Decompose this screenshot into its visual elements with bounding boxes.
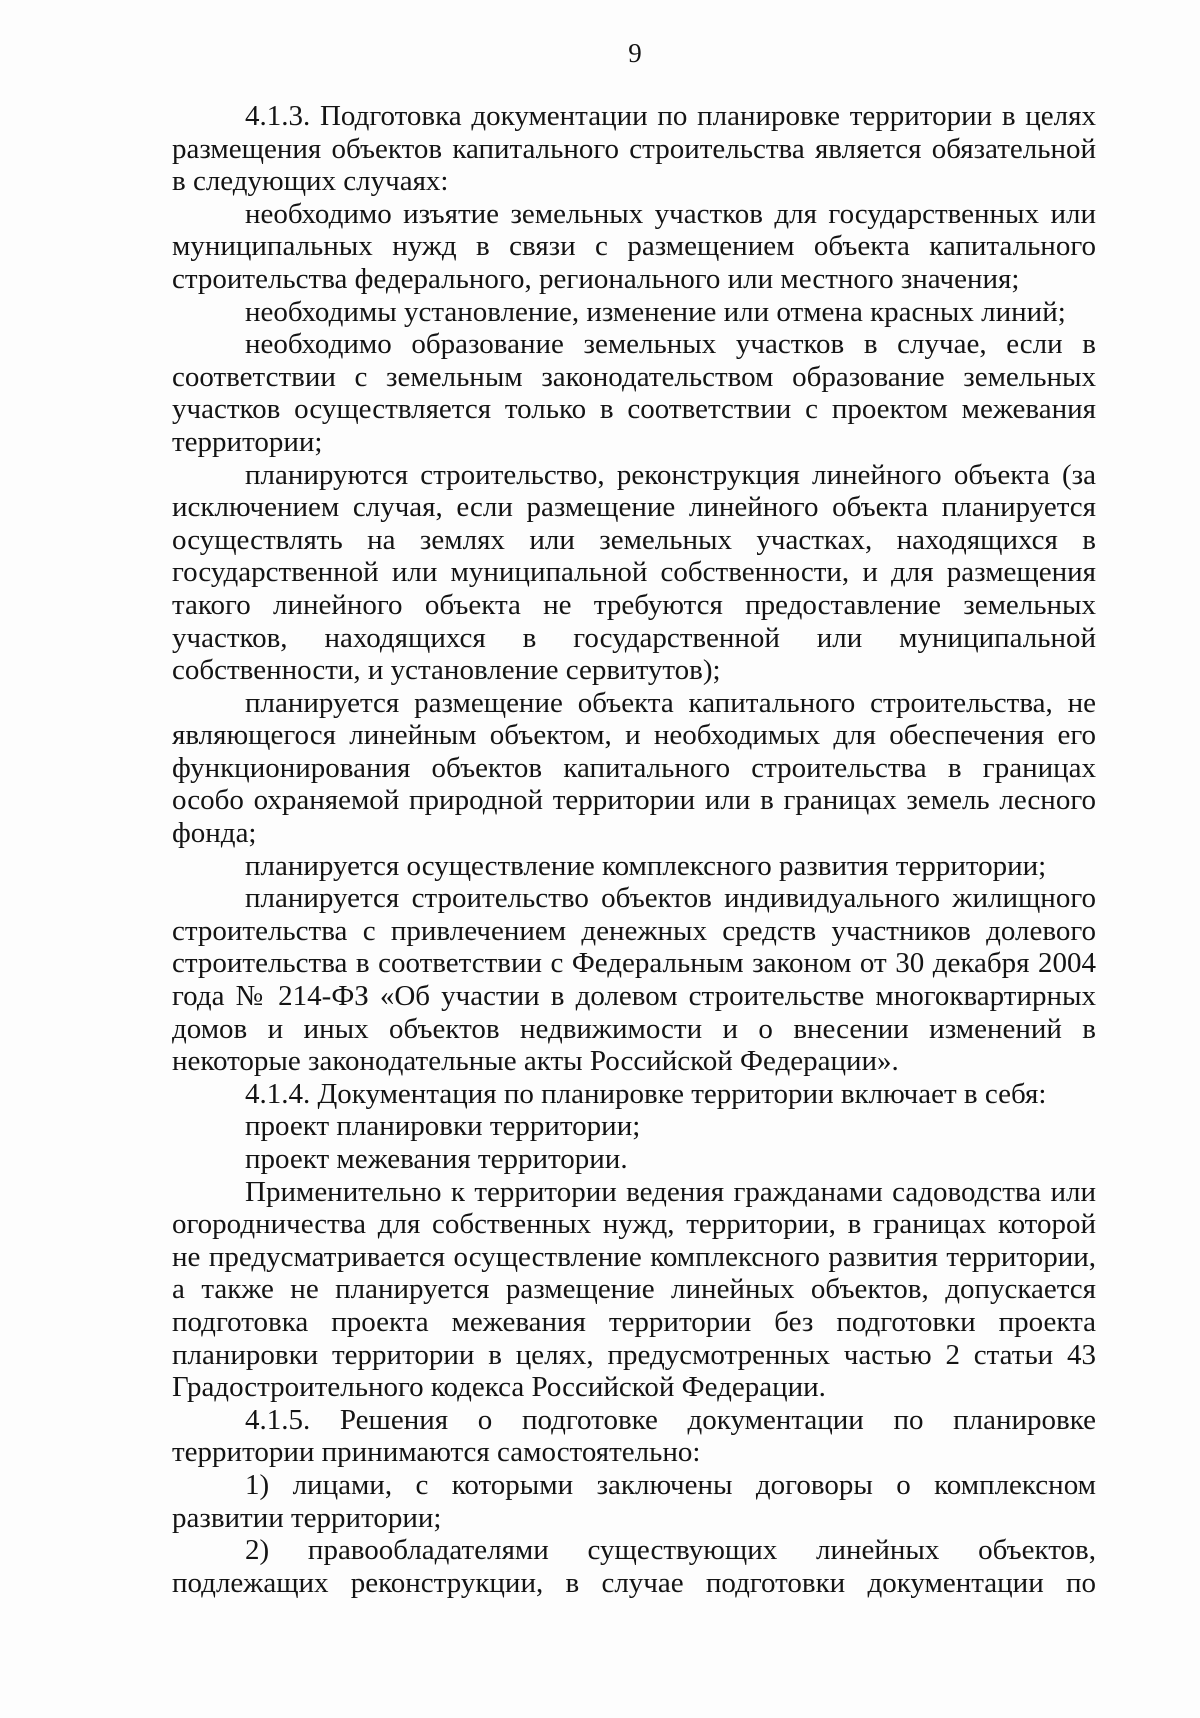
paragraph-surveying-project: проект межевания территории.: [245, 1143, 628, 1175]
paragraph-case-protected-territory: планируется размещение объекта капитального строительства, не являющегося линейным объектом, и необходимых для обеспечения его функционирования объектов капитального строительства в границах особо охраняемой природной территории или в границах земель лесного фонда;: [172, 686, 1096, 850]
paragraph-item-2: 2) правообладателями существующих линейных объектов, подлежащих реконструкции, в случае подготовки документации по: [172, 1534, 1096, 1599]
paragraph-gardening-territory: Применительно к территории ведения гражданами садоводства или огородничества для собственных нужд, территории, в границах которой не предусматривается осуществление комплексного развития территории, а также не планируется размещение линейных объектов, допускается подготовка проекта межевания территории без подготовки проекта планировки территории в целях, предусмотренных частью 2 статьи 43 Градостроительного кодекса Российской Федерации.: [172, 1175, 1096, 1404]
paragraph-4-1-4: 4.1.4. Документация по планировке территории включает в себя:: [245, 1077, 1047, 1110]
paragraph-item-1: 1) лицами, с которыми заключены договоры о комплексном развитии территории;: [172, 1468, 1096, 1534]
paragraph-case-complex-development: планируется осуществление комплексного развития территории;: [245, 849, 1047, 882]
paragraph-case-land-formation: необходимо образование земельных участков в случае, если в соответствии с земельным законодательством образование земельных участков осуществляется только в соответствии с проектом межевания территории;: [172, 328, 1096, 458]
paragraph-4-1-5: 4.1.5. Решения о подготовке документации по планировке территории принимаются самостоятельно:: [172, 1403, 1096, 1469]
paragraph-4-1-3: 4.1.3. Подготовка документации по планировке территории в целях размещения объектов капитального строительства является обязательной в следующих случаях:: [172, 100, 1096, 198]
paragraph-planning-project: проект планировки территории;: [245, 1110, 641, 1143]
paragraph-case-land-seizure: необходимо изъятие земельных участков для государственных или муниципальных нужд в связи с размещением объекта капитального строительства федерального, регионального или местного значения;: [172, 197, 1096, 295]
paragraph-case-linear-object: планируются строительство, реконструкция линейного объекта (за исключением случая, если размещение линейного объекта планируется осуществлять на землях или земельных участках, находящихся в государственной или муниципальной собственности, и для размещения такого линейного объекта не требуются предоставление земельных участков, находящихся в государственной или муниципальной собственности, и установление сервитутов);: [172, 458, 1096, 687]
document-body: [172, 100, 1096, 1599]
paragraph-case-red-lines: необходимы установление, изменение или отмена красных линий;: [245, 295, 1066, 328]
page-number: 9: [628, 38, 642, 68]
paragraph-case-shared-construction: планируется строительство объектов индивидуального жилищного строительства с привлечением денежных средств участников долевого строительства в соответствии с Федеральным законом от 30 декабря 2004 года № 214-ФЗ «Об участии в долевом строительстве многоквартирных домов и иных объектов недвижимости и о внесении изменений в некоторые законодательные акты Российской Федерации».: [172, 882, 1096, 1078]
